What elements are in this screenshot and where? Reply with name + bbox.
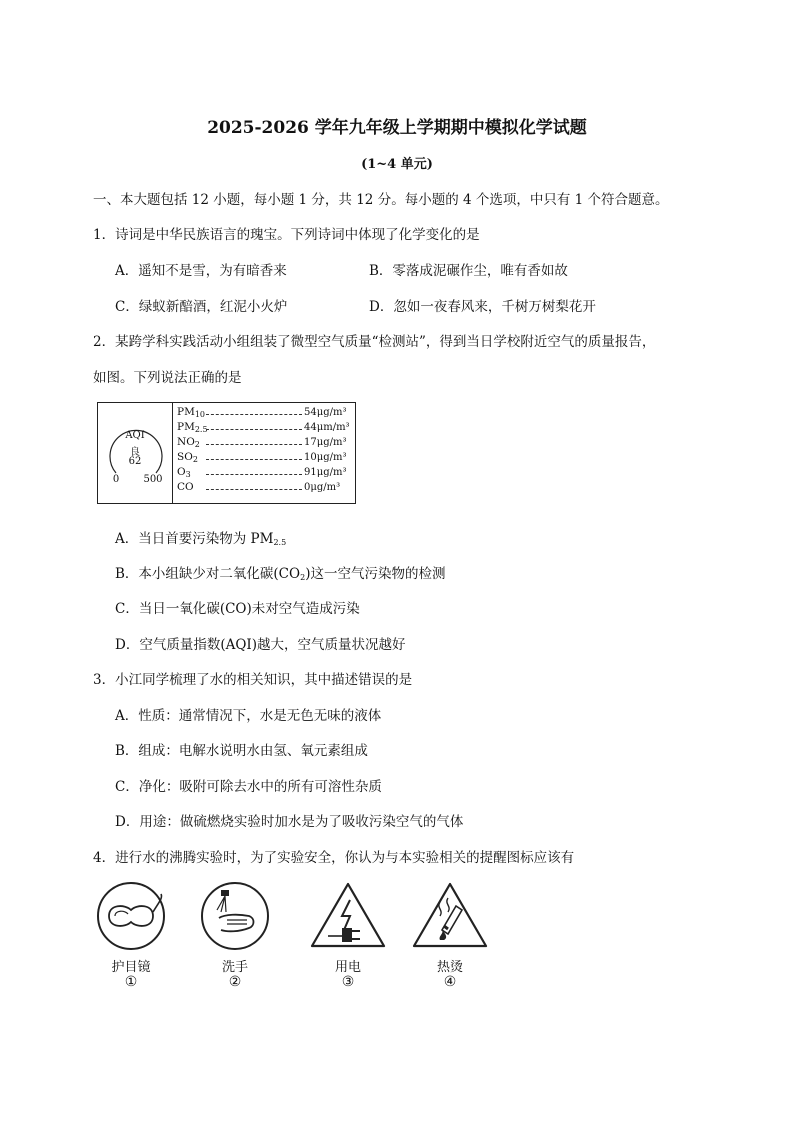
q1-option-d: D．忽如一夜春风来，千树万树梨花开 xyxy=(369,299,596,315)
dotted-leader xyxy=(206,459,302,460)
aqi-row-pm25 xyxy=(177,421,208,434)
dotted-leader xyxy=(206,414,302,415)
pollutant-sub: 3 xyxy=(185,470,191,479)
sign-label-goggles: 护目镜 xyxy=(111,960,151,975)
dotted-leader xyxy=(206,429,302,430)
q3-option-a: A．性质：通常情况下，水是无色无味的液体 xyxy=(115,708,382,724)
pollutant-name: O xyxy=(177,466,186,478)
dotted-leader xyxy=(206,444,302,445)
aqi-label: AQI xyxy=(125,430,145,441)
aqi-row-pm10 xyxy=(177,406,205,419)
question-4-stem: 4．进行水的沸腾实验时，为了实验安全，你认为与本实验相关的提醒图标应该有 xyxy=(93,850,575,866)
pollutant-sub: 2 xyxy=(194,440,200,449)
pollutant-value: 17μg/m³ xyxy=(304,437,347,448)
sign-label-electricity: 用电 xyxy=(334,960,361,975)
question-2-stem-line2: 如图。下列说法正确的是 xyxy=(93,370,242,386)
q1-option-c: C．绿蚁新醅酒，红泥小火炉 xyxy=(115,299,288,315)
dotted-leader xyxy=(206,474,302,475)
hand-wash-icon xyxy=(199,880,271,952)
q3-option-c: C．净化：吸附可除去水中的所有可溶性杂质 xyxy=(115,779,382,795)
pollutant-sub: 2 xyxy=(192,455,198,464)
q1-option-a: A．遥知不是雪，为有暗香来 xyxy=(115,263,287,279)
aqi-row-co xyxy=(177,481,194,493)
electricity-icon xyxy=(308,880,388,952)
pollutant-name: PM xyxy=(177,421,195,433)
sign-number-3: ③ xyxy=(341,974,355,990)
section-instruction: 一、本大题包括 12 小题，每小题 1 分，共 12 分。每小题的 4 个选项，中只有 1 个符合题意。 xyxy=(93,192,669,208)
sign-number-1: ① xyxy=(124,974,138,990)
pollutant-value: 10μg/m³ xyxy=(304,452,347,463)
aqi-value: 62 xyxy=(128,456,142,467)
sign-number-4: ④ xyxy=(443,974,457,990)
pollutant-value: 0μg/m³ xyxy=(304,482,341,493)
pollutant-value: 54μg/m³ xyxy=(304,407,347,418)
q2-option-a: A．当日首要污染物为 $PM_{2.5}$ xyxy=(115,531,287,547)
pollutant-name: PM xyxy=(177,406,195,418)
q3-option-b: B．组成：电解水说明水由氢、氧元素组成 xyxy=(115,743,368,759)
page-subtitle: (1~4 单元) xyxy=(361,157,433,172)
sign-number-2: ② xyxy=(228,974,242,990)
pollutant-sub: 2.5 xyxy=(194,425,208,434)
sign-label-hot: 热烫 xyxy=(436,960,463,975)
pollutant-value: 91μg/m³ xyxy=(304,467,347,478)
aqi-scale-min: 0 xyxy=(112,474,120,485)
page-title: 2025-2026 学年九年级上学期期中模拟化学试题 xyxy=(207,118,587,138)
pollutant-name: CO xyxy=(177,481,194,493)
question-1-stem: 1．诗词是中华民族语言的瑰宝。下列诗词中体现了化学变化的是 xyxy=(93,227,480,243)
question-3-stem: 3．小江同学梳理了水的相关知识，其中描述错误的是 xyxy=(93,672,413,688)
dotted-leader xyxy=(206,489,302,490)
aqi-scale-max: 500 xyxy=(143,474,163,485)
hot-surface-icon xyxy=(410,880,490,952)
pollutant-value: 44μm/m³ xyxy=(304,422,350,433)
q3-option-d: D．用途：做硫燃烧实验时加水是为了吸收污染空气的气体 xyxy=(115,814,464,830)
pollutant-sub: 10 xyxy=(194,410,206,419)
aqi-divider xyxy=(172,403,173,503)
pollutant-name: NO xyxy=(177,436,195,448)
q2-option-b: B．本小组缺少对二氧化碳$(CO_2)$这一空气污染物的检测 xyxy=(115,566,446,582)
aqi-grade: 良 xyxy=(130,447,140,458)
aqi-row-o3 xyxy=(177,466,191,479)
goggles-icon xyxy=(95,880,167,952)
q2-option-c: C．当日一氧化碳(CO)未对空气造成污染 xyxy=(115,601,360,617)
aqi-report-figure xyxy=(97,402,356,504)
aqi-row-no2 xyxy=(177,436,200,449)
pollutant-name: SO xyxy=(177,451,193,463)
aqi-row-so2 xyxy=(177,451,198,464)
q1-option-b: B．零落成泥碾作尘，唯有香如故 xyxy=(369,263,568,279)
q2-option-d: D．空气质量指数(AQI)越大，空气质量状况越好 xyxy=(115,637,406,653)
question-2-stem-line1: 2．某跨学科实践活动小组组装了微型空气质量“检测站”，得到当日学校附近空气的质量报告， xyxy=(93,334,656,350)
sign-label-wash: 洗手 xyxy=(221,960,248,975)
